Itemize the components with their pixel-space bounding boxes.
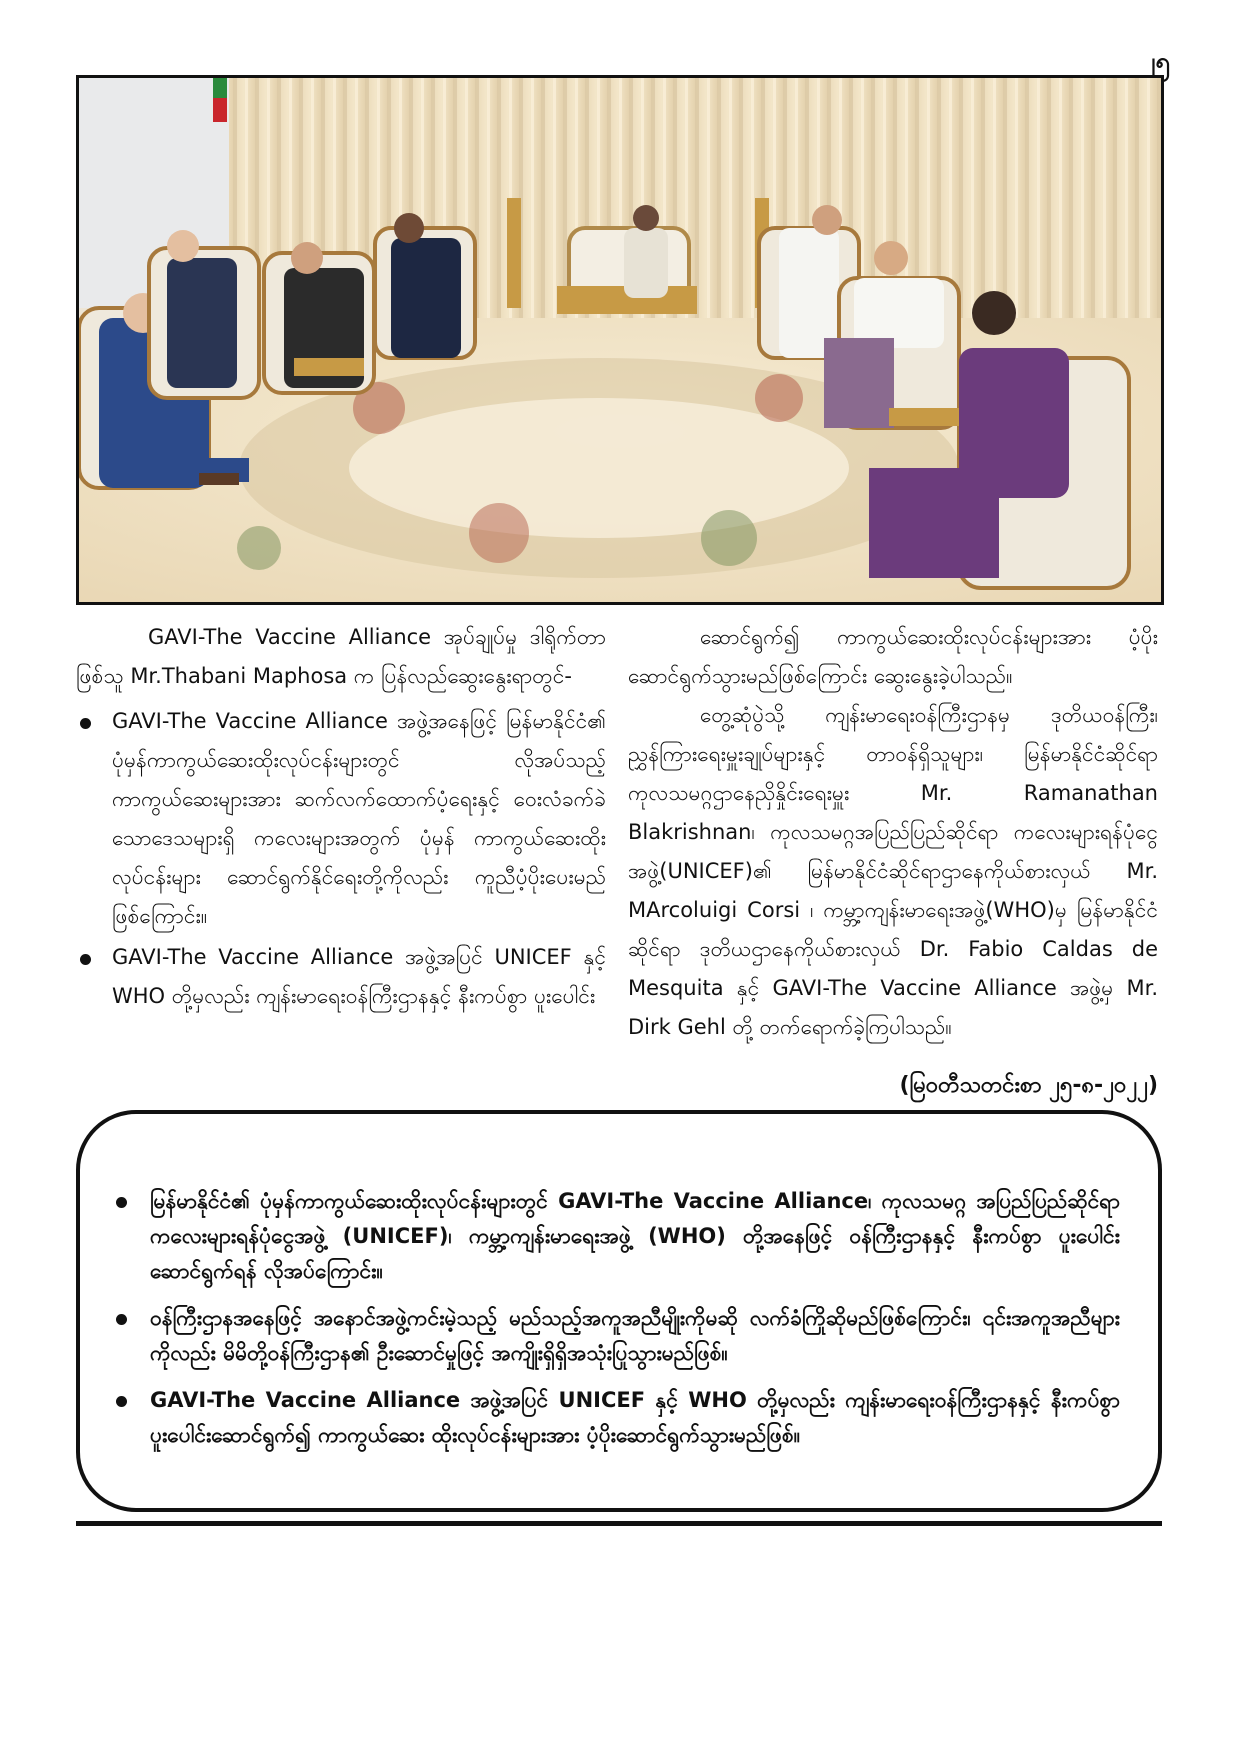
meeting-photo-illustration xyxy=(79,78,1161,602)
bullet-icon xyxy=(116,1314,127,1325)
list-item xyxy=(110,1301,1120,1371)
bullet-icon xyxy=(80,954,91,965)
list-item-text: GAVI-The Vaccine Alliance အဖွဲ့အနေဖြင့် မြန်မာနိုင်ငံ၏ ပုံမှန်ကာကွယ်ဆေးထိုးလုပ်ငန်းများတွင် လိုအပ်သည့် ကာကွယ်ဆေးများအား ဆက်လက်ထောက်ပံ့ရေးနှင့် ဝေးလံခက်ခဲသောဒေသများရှိ ကလေးများအတွက် ပုံမှန် ကာကွယ်ဆေးထိုးလုပ်ငန်းများ ဆောင်ရွက်နိုင်ရေးတို့ကိုလည်း ကူညီပံ့ပိုးပေးမည်ဖြစ်ကြောင်း။ xyxy=(112,709,606,928)
left-column xyxy=(76,618,606,1018)
list-item xyxy=(110,1383,1120,1453)
list-item-text: GAVI-The Vaccine Alliance အဖွဲ့အပြင် UNICEF နှင့် WHO တို့မှလည်း ကျန်းမာရေးဝန်ကြီးဌာနနှင့် နီးကပ်စွာ ပူးပေါင်း xyxy=(112,945,606,1008)
continuation-paragraph: ဆောင်ရွက်၍ ကာကွယ်ဆေးထိုးလုပ်ငန်းများအား ပံ့ပိုးဆောင်ရွက်သွားမည်ဖြစ်ကြောင်း ဆွေးနွေးခဲ့ပါသည်။ xyxy=(628,625,1158,688)
attendees-paragraph: တွေ့ဆုံပွဲသို့ ကျန်းမာရေးဝန်ကြီးဌာနမှ ဒုတိယဝန်ကြီး၊ ညွှန်ကြားရေးမှူးချုပ်များနှင့် တာဝန်ရှိသူများ၊ မြန်မာနိုင်ငံဆိုင်ရာ ကုလသမဂ္ဂဌာနေညှိနှိုင်းရေးမှူး Mr. Ramanathan Blakrishnan၊ ကုလသမဂ္ဂအပြည်ပြည်ဆိုင်ရာ ကလေးများရန်ပုံငွေအဖွဲ့(UNICEF)၏ မြန်မာနိုင်ငံဆိုင်ရာဌာနေကိုယ်စားလှယ် Mr. MArcoluigi Corsi ၊ ကမ္ဘာ့ကျန်းမာရေးအဖွဲ့(WHO)မှ မြန်မာနိုင်ငံဆိုင်ရာ ဒုတိယဌာနေကိုယ်စားလှယ် Dr. Fabio Caldas de Mesquita နှင့် GAVI-The Vaccine Alliance အဖွဲ့မှ Mr. Dirk Gehl တို့ တက်ရောက်ခဲ့ကြပါသည်။ xyxy=(628,703,1158,1039)
right-column xyxy=(628,618,1158,1047)
bullet-icon xyxy=(116,1396,127,1407)
bullet-icon xyxy=(80,718,91,729)
list-item xyxy=(110,1184,1120,1289)
bullet-icon xyxy=(116,1197,127,1208)
intro-paragraph: GAVI-The Vaccine Alliance အုပ်ချုပ်မှု ဒါရိုက်တာဖြစ်သူ Mr.Thabani Maphosa က ပြန်လည်ဆွေးနွေးရာတွင်- xyxy=(76,625,606,688)
statement-list xyxy=(76,702,606,1016)
meeting-photo xyxy=(76,75,1164,605)
summary-list xyxy=(110,1184,1120,1465)
summary-box xyxy=(76,1110,1162,1512)
bottom-divider xyxy=(76,1521,1162,1526)
page-number: ၂၅ xyxy=(1142,47,1170,77)
list-item xyxy=(76,702,606,936)
news-source: (မြဝတီသတင်းစာ ၂၅-၈-၂၀၂၂) xyxy=(899,1073,1158,1098)
list-item-text: ဝန်ကြီးဌာနအနေဖြင့် အနောင်အဖွဲ့ကင်းမဲ့သည့် မည်သည့်အကူအညီမျိုးကိုမဆို လက်ခံကြိုဆိုမည်ဖြစ်ကြောင်း၊ ၎င်းအကူအညီများကိုလည်း မိမိတို့ဝန်ကြီးဌာန၏ ဦးဆောင်မှုဖြင့် အကျိုးရှိရှိအသုံးပြုသွားမည်ဖြစ်။ xyxy=(150,1306,1120,1365)
list-item-text: မြန်မာနိုင်ငံ၏ ပုံမှန်ကာကွယ်ဆေးထိုးလုပ်ငန်းများတွင် GAVI-The Vaccine Alliance၊ ကုလသမဂ္ဂ အပြည်ပြည်ဆိုင်ရာ ကလေးများရန်ပုံငွေအဖွဲ့ (UNICEF)၊ ကမ္ဘာ့ကျန်းမာရေးအဖွဲ့ (WHO) တို့အနေဖြင့် ဝန်ကြီးဌာနနှင့် နီးကပ်စွာ ပူးပေါင်းဆောင်ရွက်ရန် လိုအပ်ကြောင်း။ xyxy=(150,1189,1120,1283)
list-item xyxy=(76,938,606,1016)
list-item-text: GAVI-The Vaccine Alliance အဖွဲ့အပြင် UNICEF နှင့် WHO တို့မှလည်း ကျန်းမာရေးဝန်ကြီးဌာနနှင့် နီးကပ်စွာ ပူးပေါင်းဆောင်ရွက်၍ ကာကွယ်ဆေး ထိုးလုပ်ငန်းများအား ပံ့ပိုးဆောင်ရွက်သွားမည်ဖြစ်။ xyxy=(150,1388,1120,1447)
